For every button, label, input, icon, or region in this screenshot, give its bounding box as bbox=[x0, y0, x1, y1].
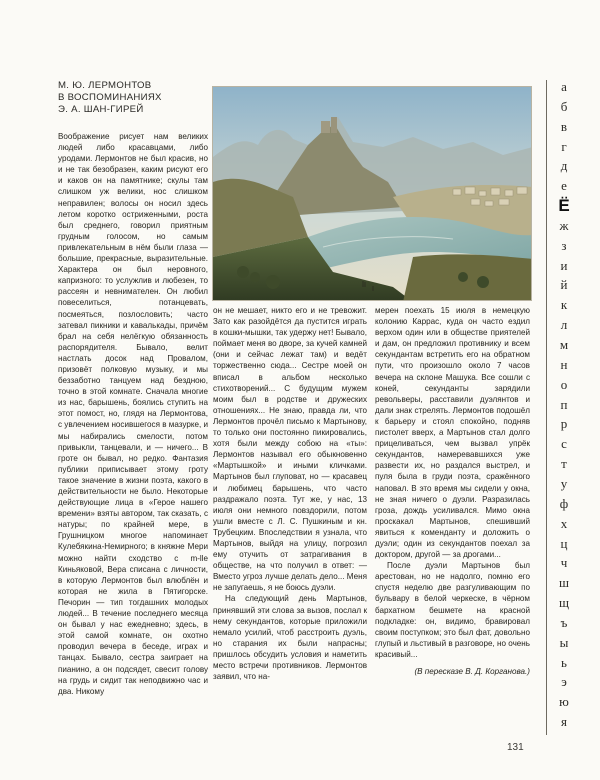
alphabet-letter: э bbox=[561, 674, 567, 690]
header-line-memoirist: Э. А. ШАН-ГИРЕЙ bbox=[58, 104, 144, 115]
alphabet-letter: л bbox=[560, 317, 568, 333]
alphabet-letter: ъ bbox=[560, 614, 568, 630]
alphabet-letter: ц bbox=[560, 535, 568, 551]
alphabet-letter: г bbox=[561, 138, 567, 154]
page-number: 131 bbox=[507, 742, 524, 753]
column-2-paragraph: На следующий день Мартынов, принявший эти слова за вызов, послал к нему секундантов, которые приложили немало усилий, чтоб расстроить дуэль, но старания их были напрасны; пришлось обсудить условия и наметить место встречи противников. Лермонтов заявил, что на- bbox=[213, 594, 367, 682]
source-caption: (В пересказе В. Д. Корганова.) bbox=[414, 667, 530, 676]
alphabet-letter: о bbox=[560, 376, 568, 392]
alphabet-letter: в bbox=[560, 118, 568, 134]
alphabet-letter: ж bbox=[559, 217, 569, 233]
alphabet-letter: б bbox=[560, 98, 568, 114]
alphabet-index bbox=[552, 80, 576, 740]
text-column-1 bbox=[58, 131, 208, 736]
column-3-paragraph: После дуэли Мартынов был арестован, но не надолго, помню его спустя неделю две разгуливающим по бульвару в белой черкеске, в чёрном бархатном бешмете на красной подкладке: он, видимо, бравировал своим поступком; это был фат, довольно глупый и льстивый в разговоре, но очень красивый... bbox=[375, 561, 530, 659]
alphabet-letter: ч bbox=[560, 555, 568, 571]
alphabet-letter: с bbox=[561, 436, 567, 452]
alphabet-divider bbox=[546, 80, 547, 735]
alphabet-letter: к bbox=[560, 297, 568, 313]
alphabet-letter: и bbox=[560, 257, 568, 273]
alphabet-letter: е bbox=[561, 178, 567, 194]
alphabet-letter: з bbox=[561, 237, 567, 253]
text-column-2 bbox=[213, 305, 367, 735]
header-line-author: М. Ю. ЛЕРМОНТОВ bbox=[58, 80, 152, 91]
alphabet-letter: ш bbox=[558, 575, 569, 591]
column-1-paragraph: Воображение рисует нам великих людей либо красавцами, либо уродами. Лермонтов не был красив, но и не так безобразен, каким рисуют его и каков он на памятнике; скулы там слишком уж велики, нос слишком неправилен; волосы он носил здесь летом коротко остриженными, роста был среднего, говорил приятным грудным голосом, но самым привлекательным в нём были глаза — большие, прекрасные, выразительные. Характера он был неровного, капризного: то услужлив и любезен, то рассеян и невнимателен. Он любил повеселиться, потанцевать, посмеяться, позлословить; часто затевал пикники и кавалькады, причём брал на себя нелёгкую обязанность распорядителя. Бывало, велит настлать досок над Провалом, призовёт полковую музыку, и мы беззаботно танцуем над бездною, точно в этой комнате. Сначала многие из нас, барышень, боялись ступить на этот помост, но, глядя на Лермонтова, с увлечением носившегося в мазурке, и мы набирались смелости, потом привыкли, танцевали, и — ничего... В гроте он бывал, но редко. Фантазия публики приписывает этому гроту такое значение в жизни поэта, какого в действительности не было. Некоторые действующие лица в «Герое нашего времени» взяты автором, так сказать, с натуры; по крайней мере, в Грушницком многое напоминает Кулебякина-Немирного; в княжне Мери можно найти сходство с m-lle Киньяковой, Вера списана с личности, в которую Лермонтов был влюблён и которая не жила в Пятигорске. Печорин — тип тогдашних молодых людей... В течение последнего месяца он бывал у нас ежедневно; здесь, в этой самой комнате, он охотно проводил вечера в беседе, играх и танцах. Бывало, сестра заиграет на пианино, а он подсядет, свесит голову на грудь и сидит так неподвижно час и два. Никому bbox=[58, 132, 208, 696]
alphabet-letter: я bbox=[561, 714, 567, 730]
alphabet-letter: а bbox=[561, 79, 567, 94]
column-2-paragraph: он не мешает, никто его и не тревожит. Зато как разойдётся да пустится играть в кошки-мышки, так удержу нет! Бывало, поймает меня во дворе, за кучей камней (они и сейчас лежат там) и ведёт торжественно сюда... Сестре моей он вписал в альбом несколько стихотворений... С будущим мужем моим был в родстве и дружеских отношениях... Не знаю, правда ли, что Лермонтов прочёл письмо к Мартынову, то только они постоянно пикировались, хотя были между собою на «ты»: Лермонтов называл его обыкновенно «Мартышкой» и иными кличками. Мартынов был глуповат, но — красавец и любимец барышень, что часто раздражало поэта. Тут же, у нас, 13 июля они немного повздорили, потом ушли вместе с Л. С. Пушкиным и кн. Трубецким. Впоследствии я узнала, что Мартынов, выйдя на улицу, погрозил ему отучить от затрагивания в обществе, на что получил в ответ: — Вместо угроз лучше делать дело... Меня не запугаешь, я не боюсь дуэли. bbox=[213, 306, 367, 593]
alphabet-letter: й bbox=[560, 277, 568, 293]
alphabet-letter: т bbox=[561, 456, 567, 472]
text-column-3 bbox=[375, 305, 530, 735]
alphabet-letter: м bbox=[559, 337, 569, 353]
alphabet-letter: п bbox=[560, 396, 568, 412]
alphabet-letter: ю bbox=[559, 694, 569, 710]
alphabet-letter: д bbox=[560, 158, 568, 174]
column-3-paragraph: мерен поехать 15 июля в немецкую колонию Каррас, куда он часто ездил верхом один или в обществе приятелей и дам, он предложил противнику и всем секундантам встретить его на обратном пути, что произошло около 7 часов вечера на склоне Машука. Все сошли с коней, секунданты зарядили револьверы, расставили дуэлянтов и дали знак стрелять. Лермонтов подошёл к барьеру и стоял спокойно, подняв пистолет вверх, а Мартынов стал долго прицеливаться, чем вызвал упрёк секундантов, намеревавшихся уже развести их, но раздался выстрел, и пуля была в груди поэта, сражённого наповал. В это время мы сидели у окна, не зная ничего о дуэли. Разразилась гроза, дождь усиливался. Мимо окна проскакал Мартынов, спешивший явиться к коменданту и доложить о дуэли; один из секундантов поехал за доктором, другой — за дрогами... bbox=[375, 306, 530, 560]
alphabet-letter: н bbox=[560, 356, 568, 372]
header-line-title: В ВОСПОМИНАНИЯХ bbox=[58, 92, 162, 103]
alphabet-letter: р bbox=[560, 416, 568, 432]
alphabet-letter: Ё bbox=[558, 196, 570, 216]
alphabet-letter: х bbox=[560, 515, 568, 531]
alphabet-letter: у bbox=[560, 475, 568, 491]
article-header bbox=[58, 80, 216, 116]
alphabet-letter: щ bbox=[558, 595, 569, 611]
alphabet-letter: ь bbox=[561, 654, 567, 670]
alphabet-letter: ф bbox=[559, 495, 569, 511]
landscape-painting bbox=[212, 86, 532, 301]
alphabet-letter: ы bbox=[559, 634, 569, 650]
